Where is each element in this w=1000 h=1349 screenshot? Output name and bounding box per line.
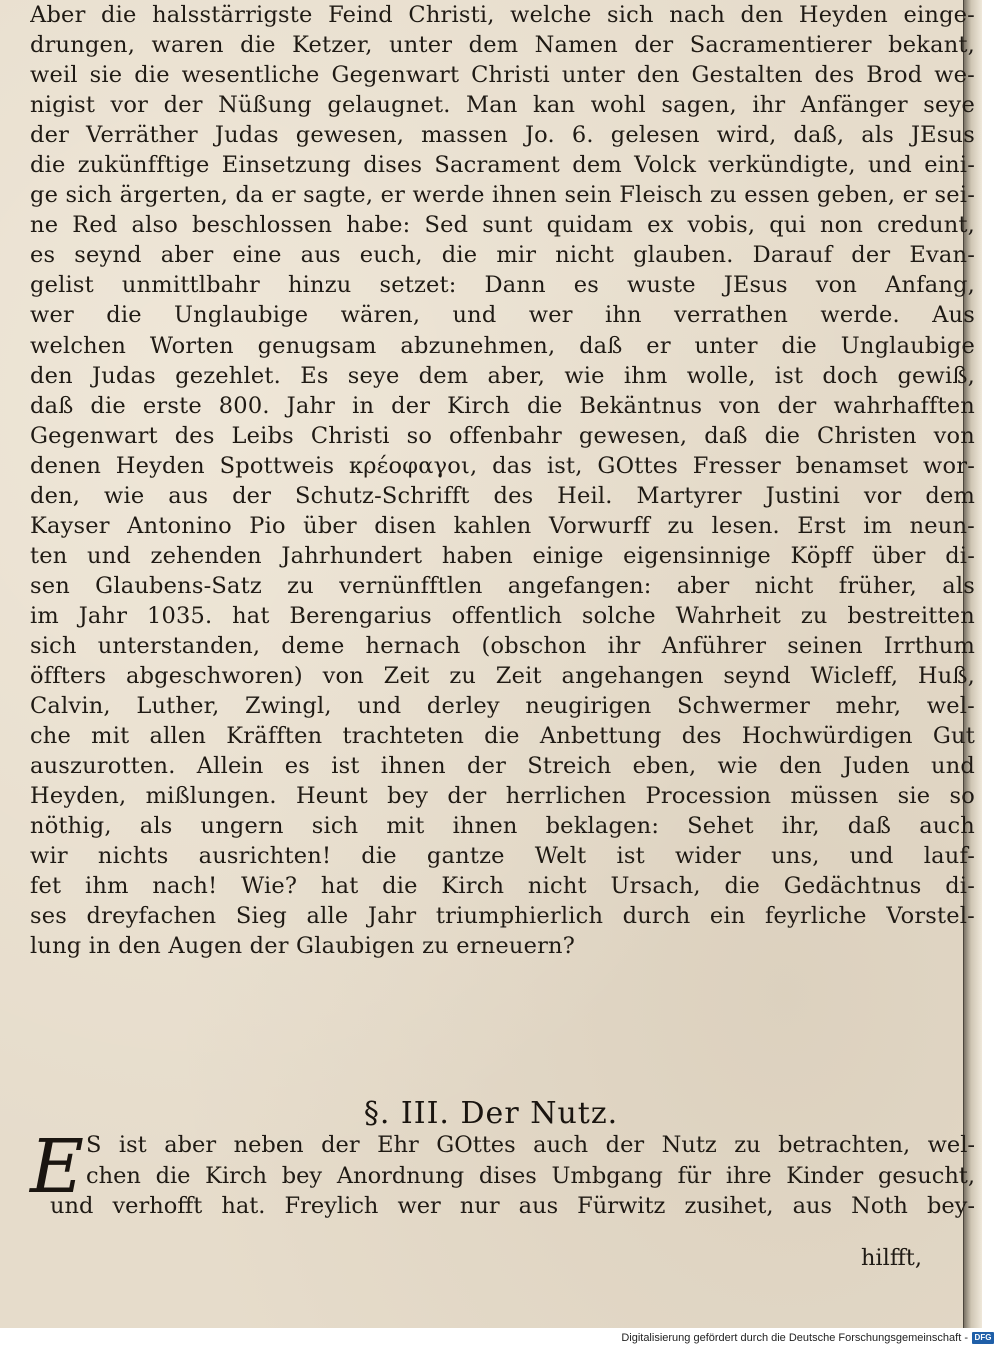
text-line: ne Red also beschlossen habe: Sed sunt quidam ex vobis, qui non credunt, [30, 212, 975, 239]
text-line: auszurotten. Allein es ist ihnen der Streich eben, wie den Juden und [30, 753, 975, 780]
text-line: öffters abgeschworen) von Zeit zu Zeit angehangen seynd Wicleff, Huß, [30, 663, 975, 690]
text-line: ses dreyfachen Sieg alle Jahr triumphierlich durch ein feyrliche Vorstel- [30, 903, 975, 930]
text-line: wir nichts ausrichten! die gantze Welt ist wider uns, und lauf- [30, 843, 975, 870]
text-line: welchen Worten genugsam abzunehmen, daß er unter die Unglaubige [30, 332, 975, 359]
text-line: es seynd aber eine aus euch, die mir nicht glauben. Darauf der Evan- [30, 242, 975, 269]
text-line: daß die erste 800. Jahr in der Kirch die Bekäntnus von der wahrhafften [30, 392, 975, 419]
text-line: und verhofft hat. Freylich wer nur aus Fürwitz zusihet, aus Noth bey- [50, 1193, 975, 1219]
text-line: denen Heyden Spottweis κρέοφαγοι, das ist, GOttes Fresser benamset wor- [30, 452, 975, 479]
text-line: den Judas gezehlet. Es seye dem aber, wie ihm wolle, ist doch gewiß, [30, 362, 975, 389]
text-line: Calvin, Luther, Zwingl, und derley neugirigen Schwermer mehr, wel- [30, 693, 975, 720]
catchword: hilfft, [860, 1245, 922, 1271]
text-line: wer die Unglaubige wären, und wer ihn verrathen werde. Aus [30, 302, 975, 329]
text-line: weil sie die wesentliche Gegenwart Christi unter den Gestalten des Brod we- [30, 62, 975, 89]
text-line: nigist vor der Nüßung gelaugnet. Man kan wohl sagen, ihr Anfänger seye [30, 92, 975, 119]
text-line: drungen, waren die Ketzer, unter dem Namen der Sacramentierer bekant, [30, 32, 975, 59]
dfg-logo-icon: DFG [972, 1332, 994, 1344]
text-line: Aber die halsstärrigste Feind Christi, welche sich nach den Heyden einge- [30, 2, 975, 28]
text-line: sen Glaubens-Satz zu vernünfftlen angefangen: aber nicht früher, als [30, 572, 975, 599]
text-line: der Verräther Judas gewesen, massen Jo. 6. gelesen wird, daß, als JEsus [30, 122, 975, 149]
text-line: sich unterstanden, deme hernach (obschon ihr Anführer seinen Irrthum [30, 632, 975, 659]
text-line: gelist unmittlbahr hinzu setzet: Dann es wuste JEsus von Anfang, [30, 272, 975, 299]
section-heading: §. III. Der Nutz. [363, 1096, 619, 1131]
text-line: chen die Kirch bey Anordnung dises Umbgang für ihre Kinder gesucht, [86, 1162, 975, 1189]
drop-cap-initial: E [30, 1124, 85, 1210]
text-line: die zukünfftige Einsetzung dises Sacrament dem Volck verkündigte, und eini- [30, 152, 975, 179]
text-line: ten und zehenden Jahrhundert haben einige eigensinnige Köpff über di- [30, 542, 975, 569]
text-line: ge sich ärgerten, da er sagte, er werde ihnen sein Fleisch zu essen geben, er sei- [30, 182, 975, 209]
text-line: Kayser Antonino Pio über disen kahlen Vorwurff zu lesen. Erst im neun- [30, 512, 975, 539]
text-line: lung in den Augen der Glaubigen zu erneuern? [30, 933, 575, 960]
text-line: che mit allen Kräfften trachteten die Anbettung des Hochwürdigen Gut [30, 723, 975, 750]
text-line: nöthig, als ungern sich mit ihnen beklagen: Sehet ihr, daß auch [30, 813, 975, 840]
text-line: den, wie aus der Schutz-Schrifft des Heil. Martyrer Justini vor dem [30, 482, 975, 509]
funding-credit: Digitalisierung gefördert durch die Deutsche Forschungsgemeinschaft - [621, 1332, 968, 1344]
text-line: Gegenwart des Leibs Christi so offenbahr gewesen, daß die Christen von [30, 422, 975, 449]
text-line: im Jahr 1035. hat Berengarius offentlich solche Wahrheit zu bestreitten [30, 602, 975, 629]
text-line: S ist aber neben der Ehr GOttes auch der Nutz zu betrachten, wel- [86, 1132, 975, 1158]
footer-bar [0, 1328, 1000, 1349]
body-text [30, 0, 975, 962]
text-line: Heyden, mißlungen. Heunt bey der herrlichen Procession müssen sie so [30, 783, 975, 810]
section-text [30, 1124, 975, 1222]
text-line: fet ihm nach! Wie? hat die Kirch nicht Ursach, die Gedächtnus di- [30, 873, 975, 900]
